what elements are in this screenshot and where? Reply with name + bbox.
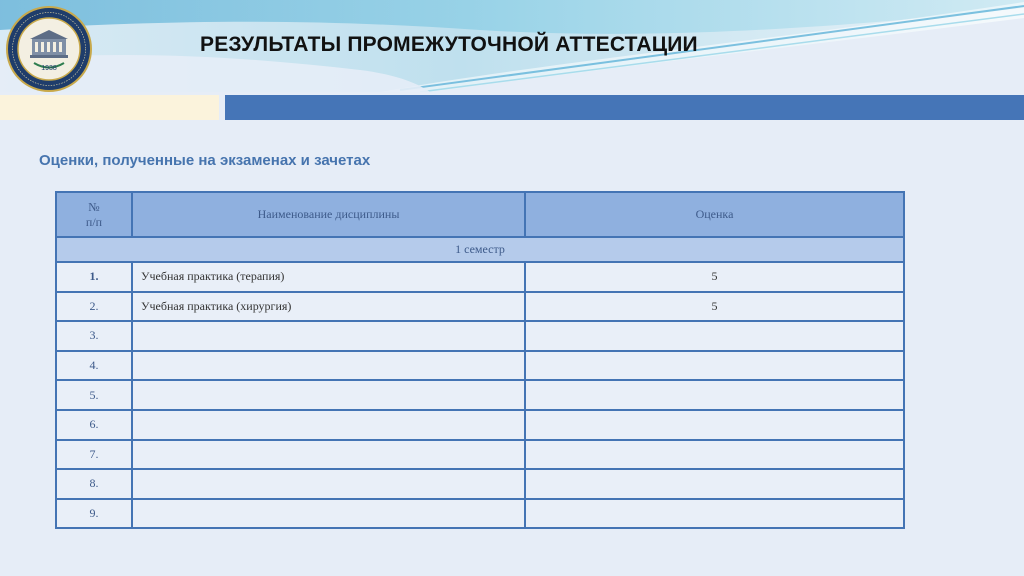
semester-label: 1 семестр [56,237,904,262]
header-num [56,192,132,237]
logo-year: 1938 [41,65,57,72]
row-number: 3. [56,321,132,351]
row-number: 5. [56,380,132,410]
table-row [56,410,904,440]
table-row [56,380,904,410]
table-row [56,440,904,470]
table-row [56,351,904,381]
table-row [56,292,904,322]
row-grade: 5 [525,262,904,292]
header-discipline: Наименование дисциплины [132,192,525,237]
row-number: 7. [56,440,132,470]
row-discipline [132,410,525,440]
row-grade: 5 [525,292,904,322]
row-discipline [132,351,525,381]
decorative-bar-blue [225,95,1024,120]
table-row [56,469,904,499]
university-seal-logo [6,6,92,92]
header-num-symbol: № [88,199,100,214]
row-number: 6. [56,410,132,440]
row-number: 4. [56,351,132,381]
row-discipline [132,380,525,410]
section-subtitle: Оценки, полученные на экзаменах и зачетах [39,152,371,169]
row-number: 1. [56,262,132,292]
table-row [56,262,904,292]
table-row [56,321,904,351]
row-discipline: Учебная практика (терапия) [132,262,525,292]
row-grade [525,351,904,381]
grades-table [55,191,905,529]
row-grade [525,321,904,351]
row-number: 2. [56,292,132,322]
row-number: 8. [56,469,132,499]
header-num-abbr: п/п [85,214,103,229]
row-grade [525,380,904,410]
row-number: 9. [56,499,132,529]
row-grade [525,410,904,440]
row-grade [525,499,904,529]
row-discipline [132,321,525,351]
header-grade: Оценка [525,192,904,237]
row-grade [525,469,904,499]
row-discipline [132,440,525,470]
row-discipline: Учебная практика (хирургия) [132,292,525,322]
row-discipline [132,469,525,499]
row-grade [525,440,904,470]
row-discipline [132,499,525,529]
page-title: РЕЗУЛЬТАТЫ ПРОМЕЖУТОЧНОЙ АТТЕСТАЦИИ [200,33,698,56]
decorative-bar-cream [0,95,219,120]
table-row [56,499,904,529]
